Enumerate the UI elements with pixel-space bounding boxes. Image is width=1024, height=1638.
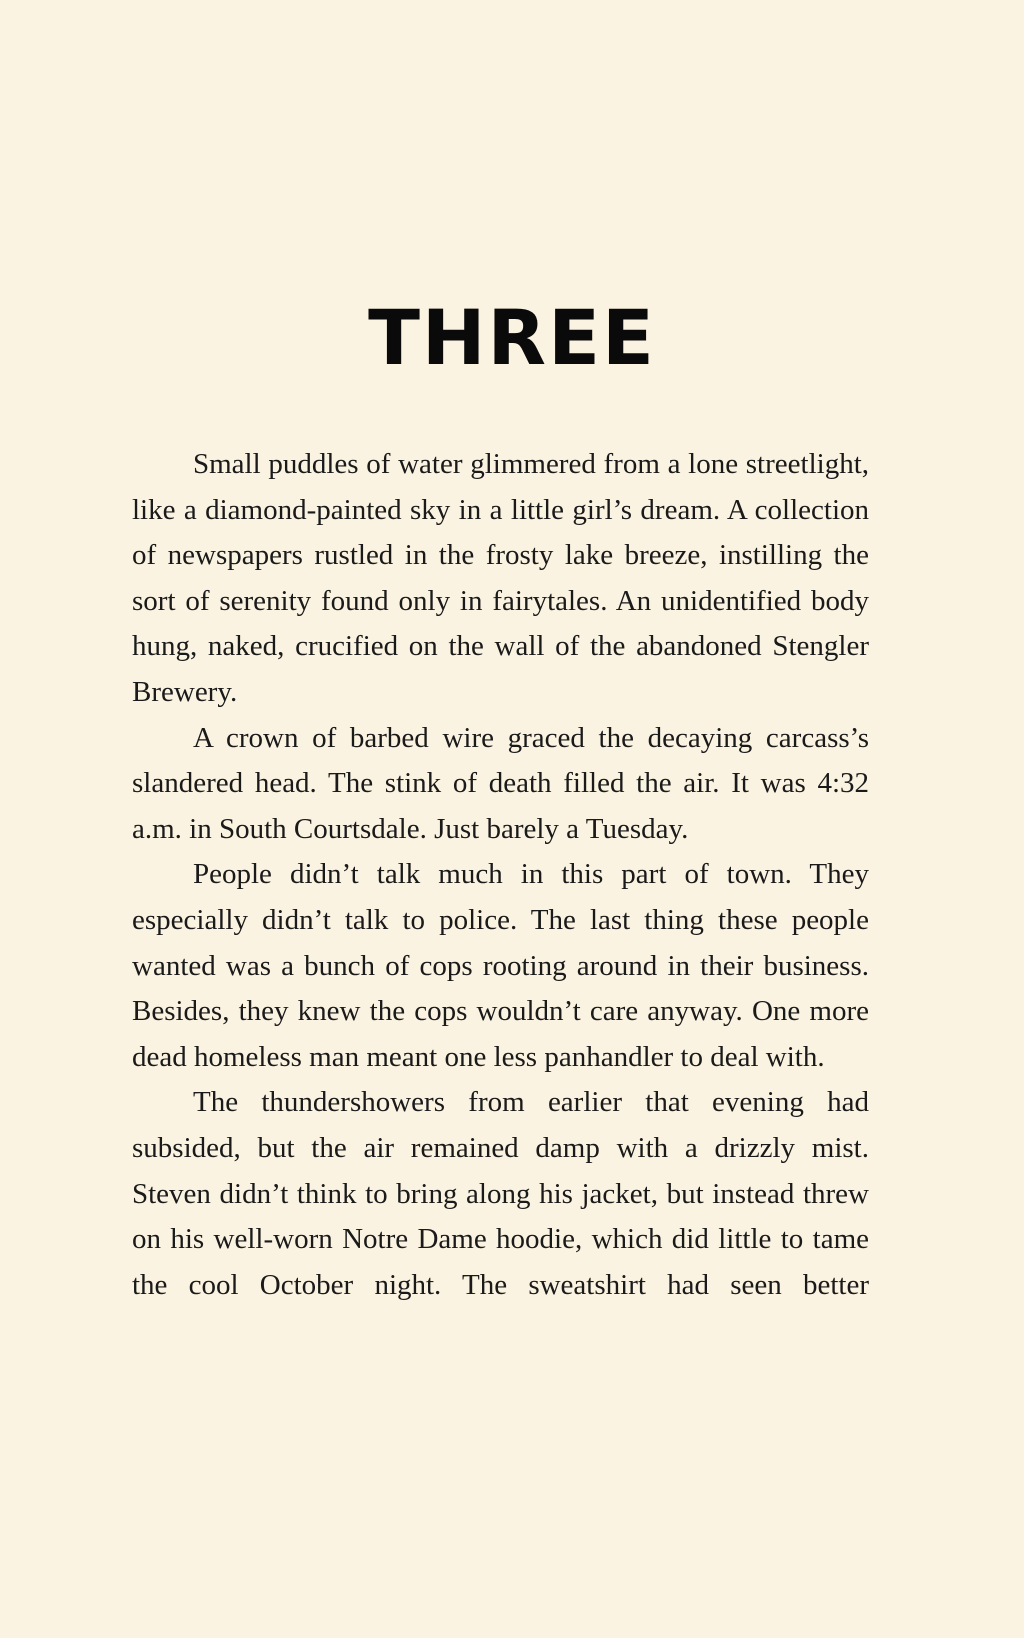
paragraph-2: A crown of barbed wire graced the decaying carcass’s slandered head. The stink of death filled the air. It was 4:32 a.m. in South Courtsdale. Just barely a Tuesday. (132, 721, 869, 845)
chapter-body (132, 442, 869, 1308)
paragraph-4: The thundershowers from earlier that evening had subsided, but the air remained damp with a drizzly mist. Steven didn’t think to bring along his jacket, but instead threw on his well-worn Notre Dame hoodie, which did little to tame the cool October night. The sweatshirt had seen better (132, 1086, 869, 1301)
paragraph-3: People didn’t talk much in this part of town. They especially didn’t talk to police. The last thing these people wanted was a bunch of cops rooting around in their business. Besides, they knew the cops wouldn’t care anyway. One more dead homeless man meant one less panhandler to deal with. (132, 858, 869, 1073)
chapter-title: THREE (368, 293, 656, 382)
paragraph-1: Small puddles of water glimmered from a lone streetlight, like a diamond-painted sky in a little girl’s dream. A collection of newspapers rustled in the frosty lake breeze, instilling the sort of serenity found only in fairytales. An unidentified body hung, naked, crucified on the wall of the abandoned Stengler Brewery. (132, 448, 869, 708)
